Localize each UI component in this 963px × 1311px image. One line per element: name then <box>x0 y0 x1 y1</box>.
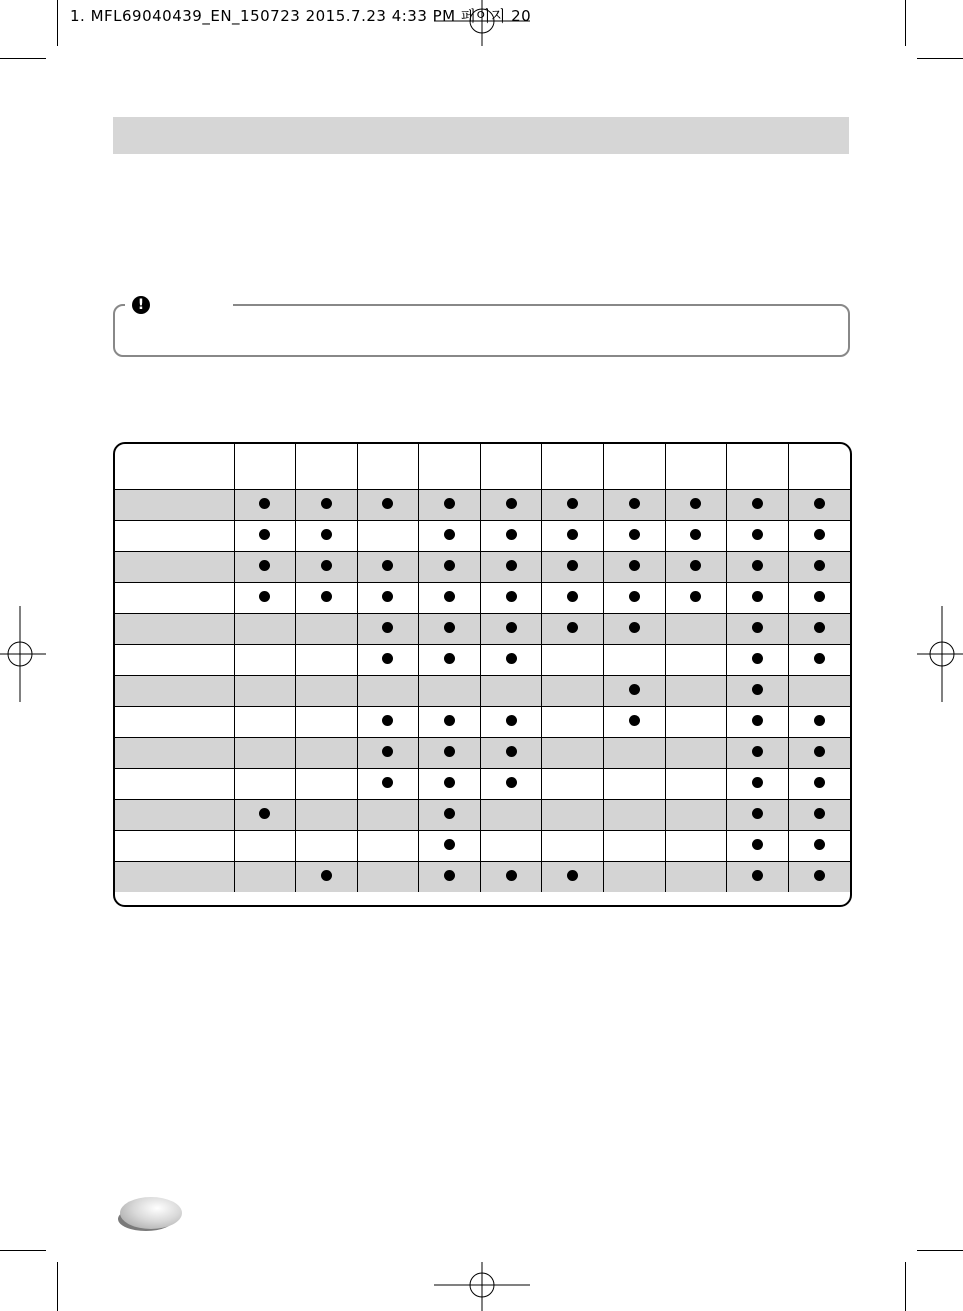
row-label-cell <box>115 831 234 862</box>
table-cell <box>296 800 358 831</box>
availability-dot <box>629 498 640 509</box>
table-cell <box>480 645 542 676</box>
table-cell <box>542 614 604 645</box>
table-cell <box>357 521 419 552</box>
availability-dot <box>814 560 825 571</box>
table-cell <box>419 676 481 707</box>
table-cell <box>604 676 666 707</box>
availability-dot <box>752 591 763 602</box>
table-row <box>115 769 850 800</box>
availability-dot <box>506 653 517 664</box>
table-cell <box>542 645 604 676</box>
table-cell <box>727 614 789 645</box>
table-cell <box>665 831 727 862</box>
table-cell <box>480 800 542 831</box>
row-label-cell <box>115 614 234 645</box>
table-cell <box>604 490 666 521</box>
availability-dot <box>444 560 455 571</box>
availability-dot <box>444 529 455 540</box>
table-cell <box>727 490 789 521</box>
table-cell <box>604 552 666 583</box>
table-cell <box>234 490 296 521</box>
table-cell <box>542 862 604 893</box>
table-cell <box>419 583 481 614</box>
table-cell <box>788 645 850 676</box>
crop-mark <box>917 1250 963 1251</box>
availability-dot <box>814 622 825 633</box>
row-label-cell <box>115 676 234 707</box>
availability-dot <box>752 684 763 695</box>
row-label-cell <box>115 707 234 738</box>
table-row <box>115 490 850 521</box>
row-label-cell <box>115 645 234 676</box>
availability-dot <box>506 870 517 881</box>
table-cell <box>604 831 666 862</box>
availability-dot <box>506 777 517 788</box>
availability-dot <box>444 808 455 819</box>
availability-dot <box>382 746 393 757</box>
availability-dot <box>814 653 825 664</box>
table-cell <box>480 614 542 645</box>
table-cell <box>727 583 789 614</box>
table-row <box>115 521 850 552</box>
exclamation-icon: ! <box>132 296 150 314</box>
table-cell <box>665 769 727 800</box>
availability-dot <box>752 870 763 881</box>
table-cell <box>480 831 542 862</box>
table-cell <box>604 707 666 738</box>
availability-dot <box>752 777 763 788</box>
registration-mark-bottom <box>434 1262 530 1311</box>
table-header-row <box>115 444 850 490</box>
header-cell <box>234 444 296 490</box>
table-cell <box>480 552 542 583</box>
header-cell <box>788 444 850 490</box>
table-cell <box>542 521 604 552</box>
table-cell <box>296 707 358 738</box>
table-cell <box>419 862 481 893</box>
table-cell <box>542 552 604 583</box>
caution-note-box <box>113 304 850 357</box>
availability-dot <box>814 808 825 819</box>
table-cell <box>788 583 850 614</box>
availability-dot <box>259 808 270 819</box>
table-cell <box>419 490 481 521</box>
table-cell <box>419 800 481 831</box>
table-cell <box>542 676 604 707</box>
table-cell <box>234 552 296 583</box>
availability-dot <box>690 560 701 571</box>
table-cell <box>788 831 850 862</box>
row-label-cell <box>115 583 234 614</box>
header-cell <box>296 444 358 490</box>
row-label-cell <box>115 738 234 769</box>
table-cell <box>604 521 666 552</box>
table-cell <box>788 614 850 645</box>
table-cell <box>296 552 358 583</box>
table-cell <box>480 769 542 800</box>
table-cell <box>234 583 296 614</box>
table-cell <box>234 769 296 800</box>
header-cell <box>357 444 419 490</box>
table-cell <box>357 831 419 862</box>
availability-dot <box>629 715 640 726</box>
table-cell <box>480 490 542 521</box>
table-cell <box>788 769 850 800</box>
header-cell <box>665 444 727 490</box>
availability-dot <box>752 622 763 633</box>
table-cell <box>419 831 481 862</box>
availability-dot <box>506 746 517 757</box>
table-cell <box>542 490 604 521</box>
row-label-cell <box>115 800 234 831</box>
availability-dot <box>382 715 393 726</box>
crop-mark <box>905 1262 906 1311</box>
availability-dot <box>814 498 825 509</box>
availability-dot <box>814 746 825 757</box>
table-cell <box>234 614 296 645</box>
table-row <box>115 800 850 831</box>
table-cell <box>480 583 542 614</box>
availability-dot <box>752 653 763 664</box>
table-cell <box>234 645 296 676</box>
table-cell <box>357 552 419 583</box>
option-table <box>113 442 852 907</box>
header-cell <box>727 444 789 490</box>
availability-dot <box>382 777 393 788</box>
table-cell <box>604 645 666 676</box>
table-cell <box>419 614 481 645</box>
table-cell <box>604 800 666 831</box>
table-cell <box>419 769 481 800</box>
table-cell <box>357 490 419 521</box>
availability-dot <box>259 560 270 571</box>
availability-dot <box>814 591 825 602</box>
table-cell <box>727 769 789 800</box>
table-cell <box>357 645 419 676</box>
table-cell <box>357 614 419 645</box>
crop-mark <box>0 1250 46 1251</box>
availability-dot <box>506 715 517 726</box>
table-cell <box>727 707 789 738</box>
header-cell <box>604 444 666 490</box>
table-cell <box>665 490 727 521</box>
table-cell <box>665 707 727 738</box>
availability-dot <box>506 591 517 602</box>
table-cell <box>665 862 727 893</box>
table-cell <box>357 800 419 831</box>
table-cell <box>357 738 419 769</box>
table-cell <box>296 645 358 676</box>
table-cell <box>234 707 296 738</box>
table-cell <box>357 769 419 800</box>
availability-dot <box>259 591 270 602</box>
availability-dot <box>629 560 640 571</box>
availability-dot <box>629 529 640 540</box>
table-cell <box>357 707 419 738</box>
table-row <box>115 614 850 645</box>
availability-dot <box>752 560 763 571</box>
availability-dot <box>444 622 455 633</box>
availability-dot <box>382 653 393 664</box>
availability-dot <box>382 498 393 509</box>
availability-dot <box>321 591 332 602</box>
availability-dot <box>629 622 640 633</box>
availability-dot <box>444 653 455 664</box>
table-cell <box>665 676 727 707</box>
table-cell <box>419 552 481 583</box>
availability-dot <box>321 529 332 540</box>
table-cell <box>480 521 542 552</box>
table-row <box>115 676 850 707</box>
row-label-cell <box>115 769 234 800</box>
row-label-cell <box>115 862 234 893</box>
availability-dot <box>690 498 701 509</box>
table-cell <box>480 676 542 707</box>
table-cell <box>788 676 850 707</box>
registration-mark-left <box>0 606 46 702</box>
crop-mark <box>57 0 58 46</box>
availability-dot <box>444 591 455 602</box>
table-cell <box>727 800 789 831</box>
row-label-cell <box>115 521 234 552</box>
table-row <box>115 831 850 862</box>
table-cell <box>727 738 789 769</box>
table-cell <box>727 645 789 676</box>
availability-dot <box>506 560 517 571</box>
table-cell <box>296 614 358 645</box>
table-cell <box>542 800 604 831</box>
table-cell <box>542 707 604 738</box>
table-cell <box>604 738 666 769</box>
availability-dot <box>567 560 578 571</box>
table-cell <box>480 707 542 738</box>
availability-dot <box>752 808 763 819</box>
availability-dot <box>321 870 332 881</box>
row-label-cell <box>115 552 234 583</box>
table-cell <box>234 676 296 707</box>
availability-dot <box>690 529 701 540</box>
table-cell <box>727 862 789 893</box>
registration-mark-top <box>434 0 530 46</box>
table-cell <box>727 552 789 583</box>
table-cell <box>419 738 481 769</box>
row-label-cell <box>115 490 234 521</box>
crop-mark <box>57 1262 58 1311</box>
availability-dot <box>814 715 825 726</box>
availability-dot <box>752 839 763 850</box>
availability-dot <box>444 746 455 757</box>
table-cell <box>357 583 419 614</box>
availability-dot <box>567 591 578 602</box>
table-cell <box>727 676 789 707</box>
registration-mark-right <box>917 606 963 702</box>
table-cell <box>296 738 358 769</box>
availability-dot <box>814 870 825 881</box>
table-cell <box>296 769 358 800</box>
table-cell <box>542 738 604 769</box>
table-cell <box>727 521 789 552</box>
table-cell <box>296 862 358 893</box>
table-cell <box>788 862 850 893</box>
availability-dot <box>629 684 640 695</box>
crop-mark <box>905 0 906 46</box>
availability-dot <box>814 529 825 540</box>
availability-dot <box>444 839 455 850</box>
availability-dot <box>567 622 578 633</box>
table-cell <box>357 862 419 893</box>
option-grid <box>115 444 850 892</box>
availability-dot <box>321 498 332 509</box>
table-cell <box>604 862 666 893</box>
table-cell <box>788 707 850 738</box>
availability-dot <box>321 560 332 571</box>
availability-dot <box>814 839 825 850</box>
table-cell <box>665 738 727 769</box>
table-row <box>115 862 850 893</box>
availability-dot <box>506 529 517 540</box>
header-cell <box>480 444 542 490</box>
table-cell <box>234 521 296 552</box>
table-cell <box>665 552 727 583</box>
table-cell <box>788 800 850 831</box>
table-cell <box>357 676 419 707</box>
table-cell <box>727 831 789 862</box>
table-cell <box>542 831 604 862</box>
table-cell <box>788 552 850 583</box>
availability-dot <box>382 560 393 571</box>
header-cell <box>542 444 604 490</box>
print-slug: 1. MFL69040439_EN_150723 2015.7.23 4:33 PM 페이지 20 <box>70 7 532 25</box>
section-heading-bar <box>113 117 849 154</box>
table-cell <box>665 645 727 676</box>
table-cell <box>542 769 604 800</box>
table-cell <box>665 521 727 552</box>
table-cell <box>296 521 358 552</box>
table-cell <box>234 800 296 831</box>
table-cell <box>604 769 666 800</box>
availability-dot <box>690 591 701 602</box>
table-cell <box>788 521 850 552</box>
availability-dot <box>506 498 517 509</box>
crop-mark <box>917 58 963 59</box>
table-row <box>115 707 850 738</box>
page-number-badge <box>120 1197 182 1229</box>
table-cell <box>419 521 481 552</box>
availability-dot <box>567 498 578 509</box>
availability-dot <box>814 777 825 788</box>
header-corner-cell <box>115 444 234 490</box>
availability-dot <box>444 498 455 509</box>
availability-dot <box>444 715 455 726</box>
table-cell <box>665 583 727 614</box>
table-cell <box>234 862 296 893</box>
table-cell <box>480 738 542 769</box>
table-row <box>115 738 850 769</box>
table-cell <box>234 831 296 862</box>
table-cell <box>296 676 358 707</box>
table-cell <box>542 583 604 614</box>
table-cell <box>604 583 666 614</box>
availability-dot <box>506 622 517 633</box>
header-cell <box>419 444 481 490</box>
crop-mark <box>0 58 46 59</box>
table-cell <box>604 614 666 645</box>
table-cell <box>296 583 358 614</box>
table-cell <box>665 614 727 645</box>
table-cell <box>480 862 542 893</box>
table-cell <box>296 831 358 862</box>
table-row <box>115 552 850 583</box>
table-cell <box>665 800 727 831</box>
availability-dot <box>752 498 763 509</box>
table-row <box>115 583 850 614</box>
table-cell <box>296 490 358 521</box>
availability-dot <box>752 529 763 540</box>
availability-dot <box>444 870 455 881</box>
availability-dot <box>752 715 763 726</box>
table-row <box>115 645 850 676</box>
availability-dot <box>567 529 578 540</box>
availability-dot <box>259 529 270 540</box>
table-cell <box>419 707 481 738</box>
availability-dot <box>752 746 763 757</box>
availability-dot <box>444 777 455 788</box>
availability-dot <box>629 591 640 602</box>
table-cell <box>419 645 481 676</box>
availability-dot <box>382 591 393 602</box>
table-cell <box>234 738 296 769</box>
availability-dot <box>567 870 578 881</box>
availability-dot <box>259 498 270 509</box>
availability-dot <box>382 622 393 633</box>
table-cell <box>788 738 850 769</box>
table-cell <box>788 490 850 521</box>
